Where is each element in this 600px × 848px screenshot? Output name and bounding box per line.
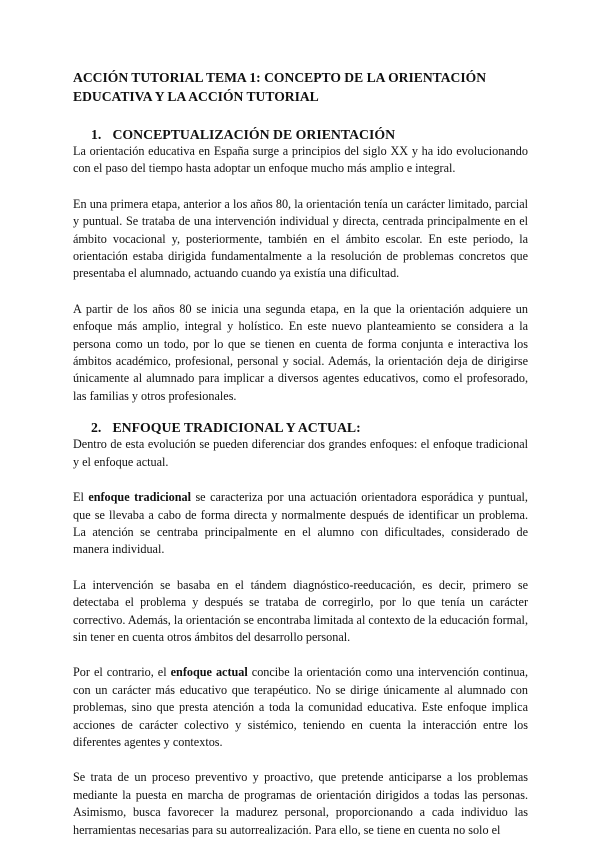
section-title-1: CONCEPTUALIZACIÓN DE ORIENTACIÓN [112,127,396,142]
section-heading-2 [73,419,528,436]
paragraph-current [73,664,528,751]
text-run: se caracteriza por una actuación orientadora esporádica y puntual, que se llevaba a cabo de forma directa y normalmente después de identificar un problema. La atención se centraba principalmente en el alumno con dificultades, considerado de manera individual. [73,490,528,557]
paragraph: Se trata de un proceso preventivo y proactivo, que pretende anticiparse a los problemas mediante la puesta en marcha de programas de orientación dirigidos a todas las personas. Asimismo, busca favorecer la madurez personal, proporcionando a cada individuo las herramientas necesarias para su autorrealización. Para ello, se tiene en cuenta no solo el [73,770,528,837]
text-run: concibe la orientación como una intervención continua, con un carácter más educativo que terapéutico. No se dirige únicamente al alumnado con problemas, sino que presta atención a toda la comunidad educativa. Este enfoque implica acciones de carácter colectivo y sistémico, teniendo en cuenta la interacción entre los diferentes agentes y contextos. [73,665,528,749]
section-title-2: ENFOQUE TRADICIONAL Y ACTUAL: [112,420,361,436]
document-title: ACCIÓN TUTORIAL TEMA 1: CONCEPTO DE LA ORIENTACIÓN EDUCATIVA Y LA ACCIÓN TUTORIAL [73,70,487,104]
term-traditional: enfoque tradicional [88,490,191,505]
paragraph: A partir de los años 80 se inicia una segunda etapa, en la que la orientación adquiere un enfoque más amplio, integral y holístico. En este nuevo planteamiento se considera a la persona como un todo, por lo que se tienen en cuenta de forma conjunta e interactiva los ámbitos académico, profesional, personal y social. Además, la orientación deja de dirigirse únicamente al alumnado para implicar a diversos agentes educativos, como el profesorado, las familias y otros profesionales. [73,301,528,403]
section-number-2: 2. [91,420,102,436]
paragraph: En una primera etapa, anterior a los años 80, la orientación tenía un carácter limitado, parcial y puntual. Se trataba de una intervención individual y directa, centrada principalmente en el ámbito vocacional y, posteriormente, también en el ámbito escolar. En este periodo, la orientación estaba dirigida fundamentalmente a la resolución de problemas concretos que presentaba el alumnado, actuando cuando ya existía una dificultad. [73,196,528,281]
section-heading-1 [73,126,528,143]
paragraph: Dentro de esta evolución se pueden diferenciar dos grandes enfoques: el enfoque tradicional y el enfoque actual. [73,437,528,469]
paragraph: La orientación educativa en España surge a principios del siglo XX y ha ido evolucionando con el paso del tiempo hasta adoptar un enfoque mucho más amplio e integral. [73,144,528,176]
paragraph-traditional [73,489,528,559]
text-run: Por el contrario, el [73,665,171,680]
term-current: enfoque actual [170,665,248,680]
paragraph: La intervención se basaba en el tándem diagnóstico-reeducación, es decir, primero se detectaba el problema y después se trataba de corregirlo, por lo que tenía un carácter correctivo. Además, la orientación se encontraba limitada al contexto de la educación formal, sin tener en cuenta otros ámbitos del desarrollo personal. [73,577,528,644]
section-number-1: 1. [91,127,102,142]
text-run: El [73,490,89,505]
